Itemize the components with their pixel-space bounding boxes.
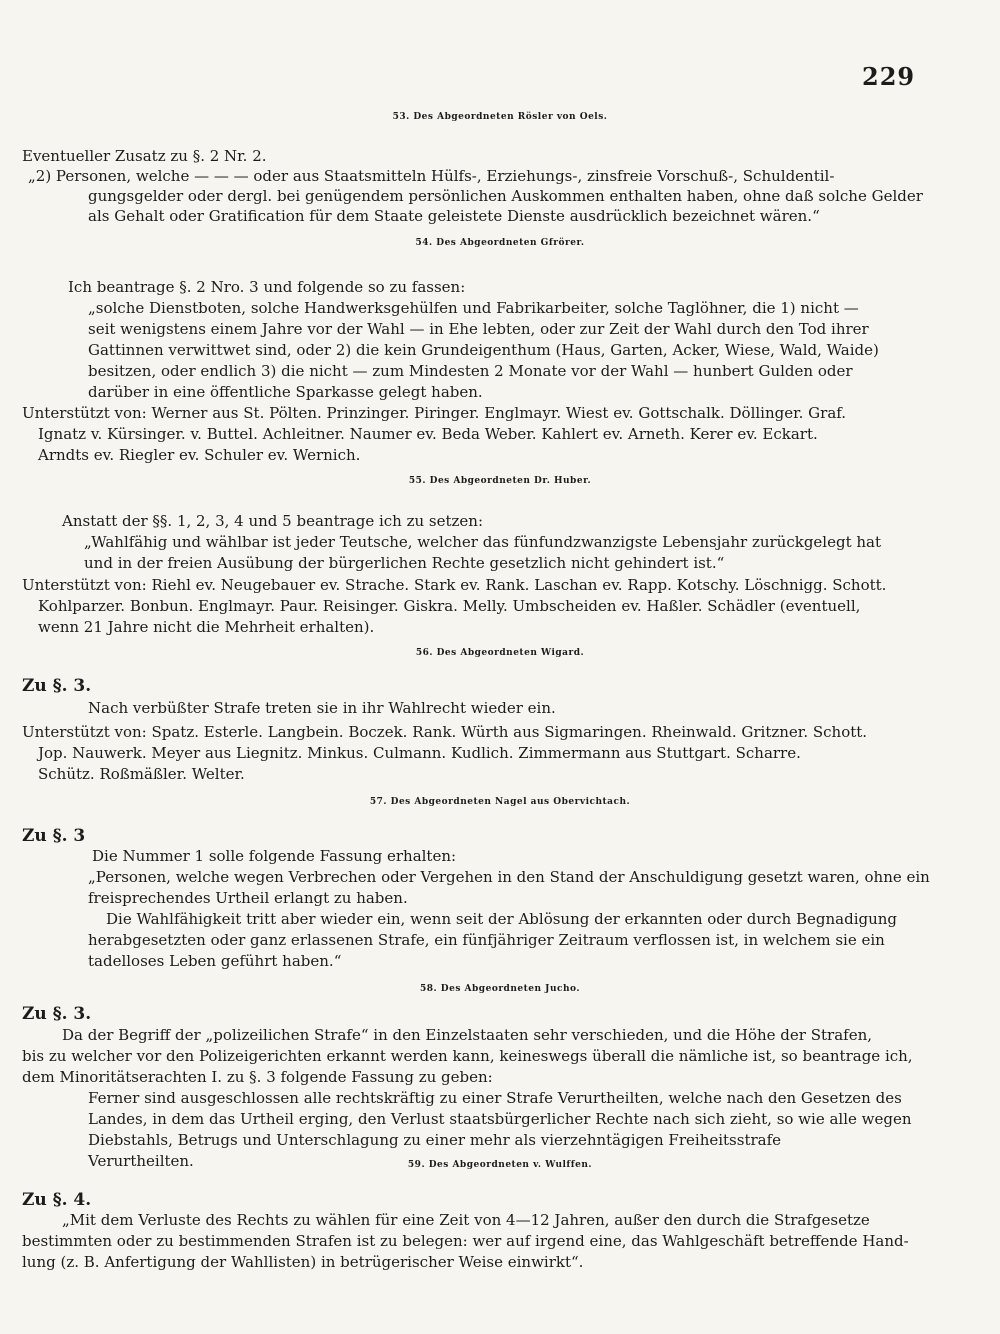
section-heading-55: 55. Des Abgeordneten Dr. Huber. (408, 476, 592, 486)
text-line: und in der freien Ausübung der bürgerlichen Rechte gesetzlich nicht gehindert ist.“ (84, 554, 725, 572)
text-line: Diebstahls, Betrugs und Unterschlagung zu einer mehr als vierzehntägigen Freiheitsstrafe (88, 1131, 782, 1149)
text-line: Die Nummer 1 solle folgende Fassung erhalten: (92, 847, 457, 865)
supporters-line: Kohlparzer. Bonbun. Englmayr. Paur. Reisinger. Giskra. Melly. Umbscheiden ev. Haßler. Schädler (eventuell, (38, 597, 861, 615)
text-line: als Gehalt oder Gratification für dem Staate geleistete Dienste ausdrücklich bezeichnet wären.“ (88, 207, 820, 225)
text-line: besitzen, oder endlich 3) die nicht — zum Mindesten 2 Monate vor der Wahl — hunbert Gulden oder (88, 362, 853, 380)
paragraph-reference: Zu §. 4. (22, 1190, 92, 1210)
text-line: Die Wahlfähigkeit tritt aber wieder ein, wenn seit der Ablösung der erkannten oder durch Begnadigung (106, 910, 898, 928)
text-line: Landes, in dem das Urtheil erging, den Verlust staatsbürgerlicher Rechte nach sich zieht, so wie alle wegen (88, 1110, 912, 1128)
paragraph-reference: Zu §. 3 (22, 826, 86, 846)
text-line: Ich beantrage §. 2 Nro. 3 und folgende so zu fassen: (68, 278, 466, 296)
supporters-line: Jop. Nauwerk. Meyer aus Liegnitz. Minkus. Culmann. Kudlich. Zimmermann aus Stuttgart. Scharre. (38, 744, 801, 762)
text-line: „solche Dienstboten, solche Handwerksgehülfen und Fabrikarbeiter, solche Taglöhner, die 1) nicht — (88, 299, 859, 317)
text-line: darüber in eine öffentliche Sparkasse gelegt haben. (88, 383, 483, 401)
text-line: Eventueller Zusatz zu §. 2 Nr. 2. (22, 147, 267, 165)
text-line: „2) Personen, welche — — — oder aus Staatsmitteln Hülfs-, Erziehungs-, zinsfreie Vorschuß-, Schuldentil- (28, 167, 835, 185)
section-heading-56: 56. Des Abgeordneten Wigard. (415, 648, 585, 658)
supporters-line: Ignatz v. Kürsinger. v. Buttel. Achleitner. Naumer ev. Beda Weber. Kahlert ev. Arneth. Kerer ev. Eckart. (38, 425, 818, 443)
text-line: „Wahlfähig und wählbar ist jeder Teutsche, welcher das fünfundzwanzigste Lebensjahr zurückgelegt hat (84, 533, 882, 551)
supporters-line: Unterstützt von: Werner aus St. Pölten. Prinzinger. Piringer. Englmayr. Wiest ev. Gottschalk. Döllinger. Graf. (22, 404, 847, 422)
text-line: „Mit dem Verluste des Rechts zu wählen für eine Zeit von 4—12 Jahren, außer den durch die Strafgesetze (62, 1211, 870, 1229)
text-line: gungsgelder oder dergl. bei genügendem persönlichen Auskommen enthalten haben, ohne daß solche Gelder (88, 187, 923, 205)
text-line: Da der Begriff der „polizeilichen Strafe“ in den Einzelstaaten sehr verschieden, und die Höhe der Strafen, (62, 1026, 872, 1044)
text-line: Ferner sind ausgeschlossen alle rechtskräftig zu einer Strafe Verurtheilten, welche nach den Gesetzen des (88, 1089, 902, 1107)
section-heading-54: 54. Des Abgeordneten Gfrörer. (415, 238, 585, 248)
text-line: Nach verbüßter Strafe treten sie in ihr Wahlrecht wieder ein. (88, 699, 556, 717)
section-heading-58: 58. Des Abgeordneten Jucho. (420, 984, 580, 994)
text-line: bis zu welcher vor den Polizeigerichten erkannt werden kann, keineswegs überall die nämliche ist, so beantrage ich, (22, 1047, 913, 1065)
supporters-line: Unterstützt von: Riehl ev. Neugebauer ev. Strache. Stark ev. Rank. Laschan ev. Rapp. Kotschy. Löschnigg. Schott. (22, 576, 887, 594)
text-line: tadelloses Leben geführt haben.“ (88, 952, 342, 970)
paragraph-reference: Zu §. 3. (22, 1004, 92, 1024)
section-heading-57: 57. Des Abgeordneten Nagel aus Obervichtach. (369, 797, 631, 807)
text-line: Gattinnen verwittwet sind, oder 2) die kein Grundeigenthum (Haus, Garten, Acker, Wiese, Wald, Waide) (88, 341, 879, 359)
text-line: „Personen, welche wegen Verbrechen oder Vergehen in den Stand der Anschuldigung gesetzt waren, ohne ein (88, 868, 930, 886)
text-line: dem Minoritätserachten I. zu §. 3 folgende Fassung zu geben: (22, 1068, 493, 1086)
section-heading-59: 59. Des Abgeordneten v. Wulffen. (407, 1160, 593, 1170)
text-line: Verurtheilten. (88, 1152, 194, 1170)
supporters-line: Unterstützt von: Spatz. Esterle. Langbein. Boczek. Rank. Würth aus Sigmaringen. Rheinwald. Gritzner. Schott. (22, 723, 868, 741)
text-line: freisprechendes Urtheil erlangt zu haben. (88, 889, 408, 907)
paragraph-reference: Zu §. 3. (22, 676, 92, 696)
section-heading-53: 53. Des Abgeordneten Rösler von Oels. (392, 112, 608, 122)
text-line: bestimmten oder zu bestimmenden Strafen ist zu belegen: wer auf irgend eine, das Wahlgeschäft betreffende Hand- (22, 1232, 909, 1250)
page-number: 229 (862, 62, 916, 91)
supporters-line: Arndts ev. Riegler ev. Schuler ev. Wernich. (38, 446, 361, 464)
supporters-line: wenn 21 Jahre nicht die Mehrheit erhalten). (38, 618, 375, 636)
supporters-line: Schütz. Roßmäßler. Welter. (38, 765, 245, 783)
text-line: herabgesetzten oder ganz erlassenen Strafe, ein fünfjähriger Zeitraum verflossen ist, in welchem sie ein (88, 931, 885, 949)
text-line: lung (z. B. Anfertigung der Wahllisten) in betrügerischer Weise einwirkt“. (22, 1253, 584, 1271)
text-line: seit wenigstens einem Jahre vor der Wahl — in Ehe lebten, oder zur Zeit der Wahl durch den Tod ihrer (88, 320, 869, 338)
text-line: Anstatt der §§. 1, 2, 3, 4 und 5 beantrage ich zu setzen: (62, 512, 484, 530)
